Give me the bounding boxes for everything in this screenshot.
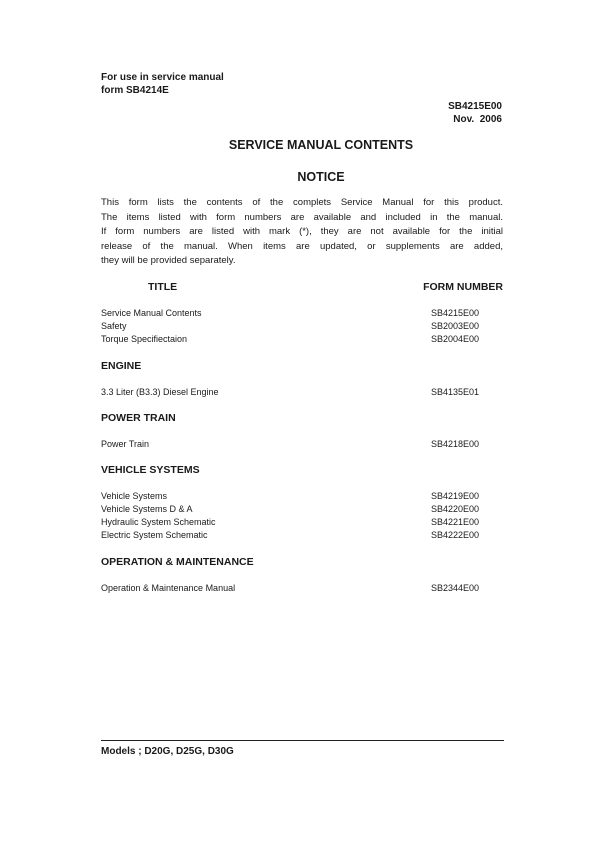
item-title: 3.3 Liter (B3.3) Diesel Engine — [101, 387, 219, 397]
contents-row — [101, 490, 513, 503]
item-title: Service Manual Contents — [101, 308, 202, 318]
notice-line: The items listed with form numbers are available and included in the manual. — [101, 211, 503, 223]
notice-line: release of the manual. When items are updated, or supplements are added, — [101, 240, 503, 252]
contents-row — [101, 320, 513, 333]
section-heading-operation-maintenance: OPERATION & MAINTENANCE — [101, 556, 254, 568]
column-header-title: TITLE — [148, 281, 178, 293]
notice-line: they will be provided separately. — [101, 255, 236, 267]
manual-reference-line2: form SB4214E — [101, 85, 169, 96]
notice-heading: NOTICE — [297, 170, 345, 184]
item-form-number: SB4215E00 — [431, 308, 480, 318]
item-title: Torque Specifiectaion — [101, 334, 188, 344]
notice-line: This form lists the contents of the complets Service Manual for this product. — [101, 197, 503, 208]
item-form-number: SB4220E00 — [431, 504, 480, 514]
contents-row — [101, 438, 513, 451]
page-title: SERVICE MANUAL CONTENTS — [228, 138, 414, 152]
item-form-number: SB2003E00 — [431, 321, 480, 331]
footer-divider — [101, 740, 504, 741]
contents-row — [101, 503, 513, 516]
item-form-number: SB4221E00 — [431, 517, 480, 527]
item-form-number: SB4219E00 — [431, 491, 480, 501]
document-id-block — [448, 100, 502, 126]
contents-row — [101, 529, 513, 542]
contents-row — [101, 307, 513, 320]
item-title: Safety — [101, 321, 127, 331]
item-title: Vehicle Systems — [101, 491, 168, 501]
item-title: Operation & Maintenance Manual — [101, 583, 236, 593]
item-title: Vehicle Systems D & A — [101, 504, 193, 514]
section-heading-vehicle-systems: VEHICLE SYSTEMS — [101, 464, 200, 476]
item-form-number: SB4135E01 — [431, 387, 480, 397]
item-title: Electric System Schematic — [101, 530, 208, 540]
column-header-form-number: FORM NUMBER — [423, 281, 503, 293]
item-form-number: SB4222E00 — [431, 530, 480, 540]
models-footer: Models ; D20G, D25G, D30G — [101, 746, 234, 757]
contents-row — [101, 333, 513, 346]
manual-reference — [101, 71, 224, 97]
document-number: SB4215E00 — [448, 101, 502, 112]
contents-row — [101, 582, 513, 595]
contents-row — [101, 386, 513, 399]
section-heading-engine: ENGINE — [101, 360, 142, 372]
item-form-number: SB2004E00 — [431, 334, 480, 344]
contents-row — [101, 516, 513, 529]
item-title: Hydraulic System Schematic — [101, 517, 216, 527]
manual-reference-line1: For use in service manual — [101, 72, 224, 83]
item-title: Power Train — [101, 439, 150, 449]
notice-line: If form numbers are listed with mark (*), they are not available for the initial — [101, 226, 503, 238]
notice-paragraph — [101, 196, 503, 269]
item-form-number: SB2344E00 — [431, 583, 480, 593]
section-heading-power-train: POWER TRAIN — [101, 412, 176, 424]
item-form-number: SB4218E00 — [431, 439, 480, 449]
document-date: Nov. 2006 — [453, 114, 502, 125]
